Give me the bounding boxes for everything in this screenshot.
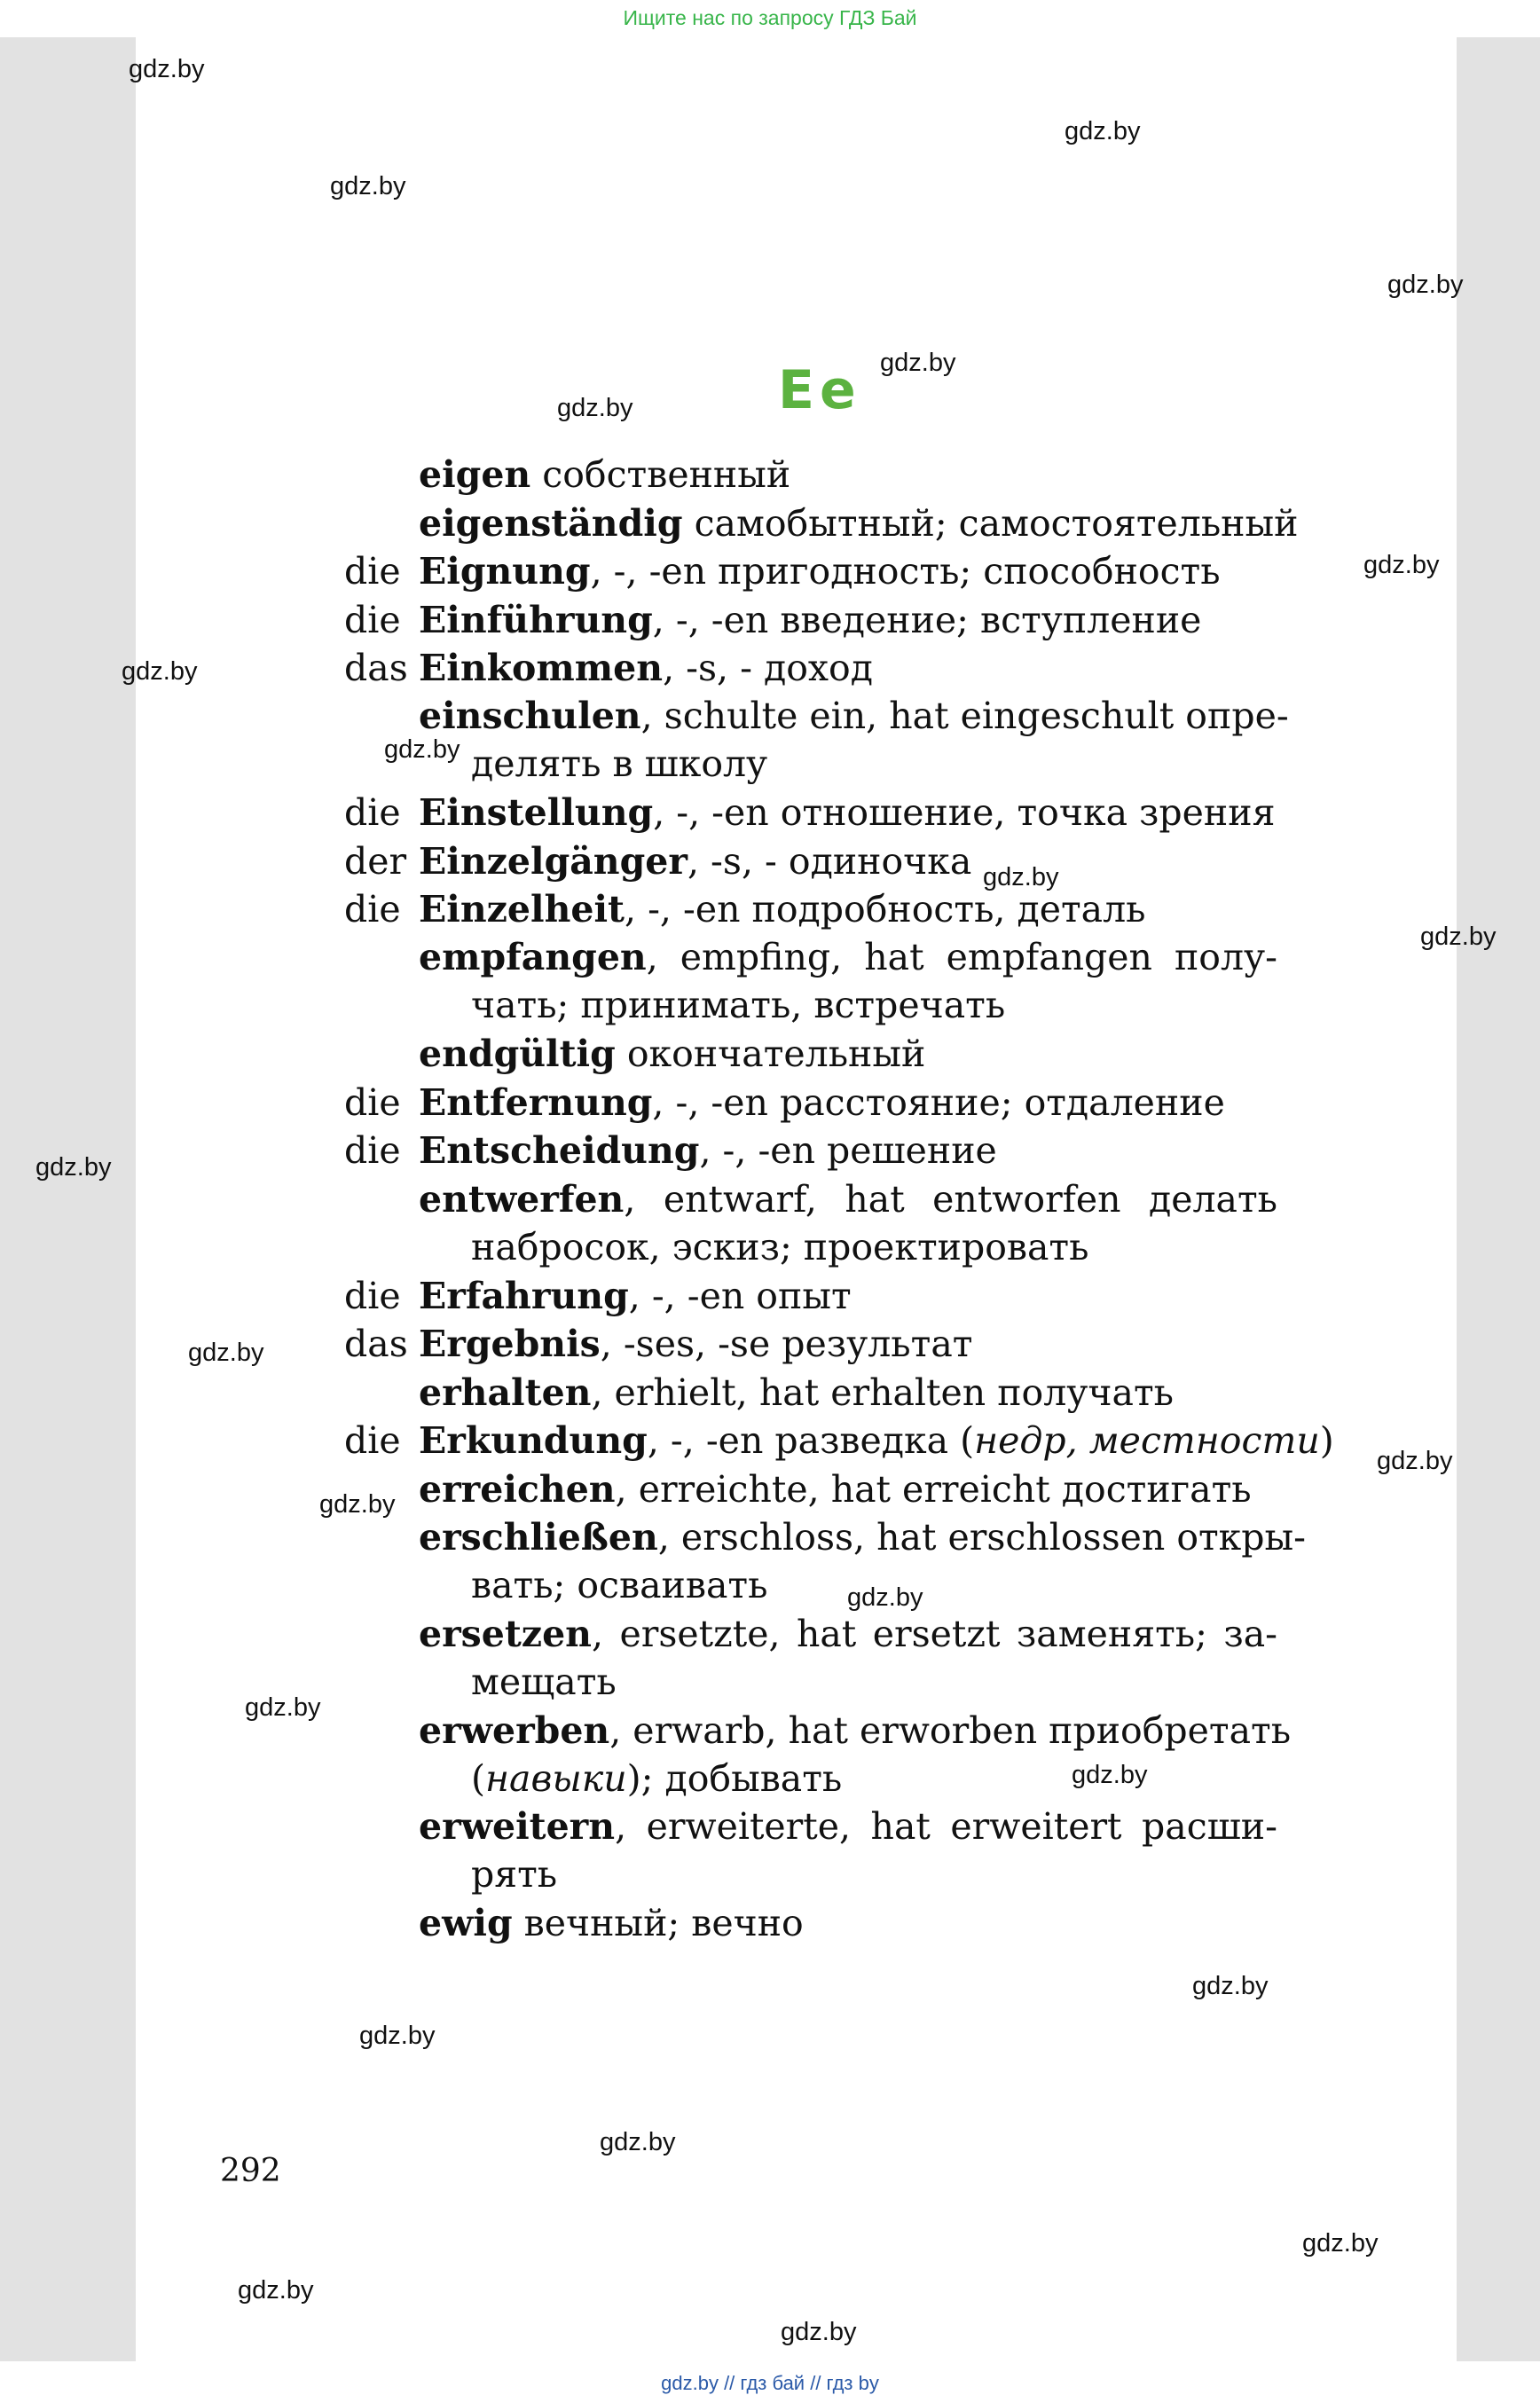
dictionary-entry bbox=[344, 789, 1285, 836]
watermark: gdz.by bbox=[319, 1490, 396, 1519]
watermark: gdz.by bbox=[188, 1339, 264, 1367]
entry-headword: Erfahrung bbox=[419, 1275, 629, 1317]
entry-definition: , erschloss, hat erschlossen откры- bbox=[657, 1516, 1307, 1559]
entry-headword: endgültig bbox=[419, 1033, 616, 1075]
page-number: 292 bbox=[220, 2153, 281, 2189]
entry-headword: erreichen bbox=[419, 1468, 616, 1511]
entry-definition: окончательный bbox=[615, 1033, 926, 1075]
entry-headword: Einkommen bbox=[419, 647, 664, 689]
entry-continuation bbox=[344, 740, 1285, 788]
entry-headword: erhalten bbox=[419, 1371, 592, 1414]
entry-continuation bbox=[344, 1658, 1285, 1706]
right-margin-strip bbox=[1457, 37, 1540, 2361]
entry-headword: Entscheidung bbox=[419, 1129, 700, 1172]
entry-article: die bbox=[344, 599, 401, 641]
watermark: gdz.by bbox=[1387, 271, 1464, 299]
entry-definition: вечный; вечно bbox=[512, 1902, 804, 1944]
dictionary-entry bbox=[344, 1320, 1285, 1368]
watermark: gdz.by bbox=[35, 1153, 112, 1182]
entry-definition: собственный bbox=[530, 453, 791, 496]
watermark: gdz.by bbox=[847, 1583, 923, 1612]
entry-continuation bbox=[344, 1561, 1285, 1609]
entry-headword: Erkundung bbox=[419, 1419, 648, 1462]
entry-continuation bbox=[344, 981, 1285, 1029]
dictionary-entry bbox=[344, 1899, 1285, 1947]
left-margin-strip bbox=[0, 37, 136, 2361]
entry-definition: , -ses, -se результат bbox=[600, 1323, 973, 1365]
dictionary-entry bbox=[344, 547, 1285, 595]
entry-continuation-text: набросок, эскиз; проектировать bbox=[471, 1226, 1089, 1268]
entry-headword: entwerfen bbox=[419, 1178, 625, 1221]
entry-article: das bbox=[344, 1323, 408, 1365]
entry-definition: самобытный; самостоятельный bbox=[682, 502, 1299, 545]
entry-continuation-prefix: ( bbox=[471, 1757, 485, 1800]
entry-continuation bbox=[344, 1223, 1285, 1271]
dictionary-entry bbox=[344, 1369, 1285, 1417]
entry-definition: , ersetzte, hat ersetzt заменять; за- bbox=[591, 1613, 1277, 1655]
entry-headword: Einzelgänger bbox=[419, 840, 688, 883]
entry-definition: , erreichte, hat erreicht достигать bbox=[615, 1468, 1252, 1511]
dictionary-entry bbox=[344, 1802, 1285, 1898]
watermark: gdz.by bbox=[1420, 923, 1497, 951]
dictionary-entry bbox=[344, 1030, 1285, 1078]
dictionary-entry bbox=[344, 1513, 1307, 1609]
entry-italic-note: недр, местности bbox=[974, 1419, 1320, 1462]
entry-definition: , -s, - доход bbox=[663, 647, 873, 689]
entry-continuation-text: рять bbox=[471, 1853, 558, 1896]
dictionary-entry bbox=[344, 1465, 1285, 1513]
dictionary-entry bbox=[344, 885, 1285, 933]
entry-headword: eigen bbox=[419, 453, 531, 496]
entry-definition: , erwarb, hat erworben приобретать bbox=[609, 1709, 1292, 1752]
dictionary-entry bbox=[344, 1610, 1285, 1706]
entry-headword: Ergebnis bbox=[419, 1323, 601, 1365]
entry-headword: ewig bbox=[419, 1902, 513, 1944]
entry-italic-note: навыки bbox=[485, 1757, 627, 1800]
entry-definition: , -, -en разведка ( bbox=[647, 1419, 975, 1462]
entry-headword: Eignung bbox=[419, 550, 591, 593]
dictionary-entry bbox=[344, 596, 1285, 644]
watermark: gdz.by bbox=[1065, 117, 1141, 145]
entry-headword: Entfernung bbox=[419, 1081, 653, 1124]
dictionary-entry bbox=[344, 499, 1299, 547]
entry-definition: , entwarf, hat entworfen делать bbox=[624, 1178, 1277, 1221]
entry-continuation-text: мещать bbox=[471, 1661, 617, 1703]
entry-headword: Einzelheit bbox=[419, 888, 625, 931]
watermark: gdz.by bbox=[122, 657, 198, 686]
entry-headword: erwerben bbox=[419, 1709, 610, 1752]
dictionary-entry bbox=[344, 644, 1285, 692]
entry-headword: eigenständig bbox=[419, 502, 683, 545]
entry-article: das bbox=[344, 647, 408, 689]
entry-headword: Einstellung bbox=[419, 791, 654, 834]
entry-article: die bbox=[344, 888, 401, 931]
watermark: gdz.by bbox=[880, 349, 956, 377]
entry-definition: , -, -en опыт bbox=[628, 1275, 852, 1317]
watermark: gdz.by bbox=[557, 394, 633, 422]
entry-headword: erweitern bbox=[419, 1805, 616, 1848]
entry-continuation-text: чать; принимать, встречать bbox=[471, 984, 1006, 1026]
entry-article: die bbox=[344, 1081, 401, 1124]
entry-continuation bbox=[344, 1850, 1285, 1898]
dictionary-entry bbox=[344, 692, 1289, 788]
watermark: gdz.by bbox=[330, 172, 406, 200]
watermark: gdz.by bbox=[384, 735, 460, 764]
top-banner[interactable]: Ищите нас по запросу ГДЗ Бай bbox=[623, 6, 917, 29]
watermark: gdz.by bbox=[129, 55, 205, 83]
entry-definition-end: ) bbox=[1319, 1419, 1334, 1462]
entry-definition: , -, -en подробность, деталь bbox=[625, 888, 1146, 931]
entry-continuation-text: вать; осваивать bbox=[471, 1564, 768, 1606]
dictionary-entry bbox=[344, 451, 1285, 499]
watermark: gdz.by bbox=[1377, 1447, 1453, 1475]
entry-article: die bbox=[344, 791, 401, 834]
entry-definition: , -, -en введение; вступление bbox=[652, 599, 1202, 641]
watermark: gdz.by bbox=[238, 2276, 314, 2305]
entry-definition: , -, -en решение bbox=[699, 1129, 997, 1172]
watermark: gdz.by bbox=[983, 863, 1059, 891]
watermark: gdz.by bbox=[1192, 1972, 1269, 2000]
entry-article: die bbox=[344, 1129, 401, 1172]
entry-definition: , -s, - одиночка bbox=[687, 840, 972, 883]
entry-headword: einschulen bbox=[419, 695, 641, 737]
dictionary-entry bbox=[344, 1417, 1334, 1465]
dictionary-entry bbox=[344, 1127, 1285, 1174]
dictionary-entry bbox=[344, 1079, 1285, 1127]
entry-headword: erschließen bbox=[419, 1516, 658, 1559]
watermark: gdz.by bbox=[600, 2128, 676, 2156]
entry-definition: , erhielt, hat erhalten получать bbox=[591, 1371, 1174, 1414]
letter-heading: Ee bbox=[778, 359, 861, 421]
entry-article: der bbox=[344, 840, 407, 883]
entry-definition: , erweiterte, hat erweitert расши- bbox=[615, 1805, 1277, 1848]
entry-definition: , -, -en отношение, точка зрения bbox=[653, 791, 1276, 834]
dictionary-entry bbox=[344, 1175, 1285, 1271]
watermark: gdz.by bbox=[359, 2022, 436, 2050]
entry-definition: , -, -en расстояние; отдаление bbox=[652, 1081, 1225, 1124]
dictionary-entry bbox=[344, 933, 1285, 1029]
dictionary-entry bbox=[344, 837, 1285, 885]
entry-continuation-text: делять в школу bbox=[471, 742, 768, 785]
watermark: gdz.by bbox=[245, 1693, 321, 1722]
entry-article: die bbox=[344, 1275, 401, 1317]
entry-article: die bbox=[344, 550, 401, 593]
watermark: gdz.by bbox=[1072, 1761, 1148, 1789]
entry-continuation-text: ); добывать bbox=[626, 1757, 843, 1800]
watermark: gdz.by bbox=[781, 2318, 857, 2346]
entry-headword: empfangen bbox=[419, 936, 647, 978]
watermark: gdz.by bbox=[1363, 551, 1440, 579]
bottom-banner[interactable]: gdz.by // гдз бай // гдз by bbox=[661, 2372, 879, 2394]
entry-headword: ersetzen bbox=[419, 1613, 592, 1655]
dictionary-entry bbox=[344, 1272, 1285, 1320]
entry-headword: Einführung bbox=[419, 599, 653, 641]
entry-article: die bbox=[344, 1419, 401, 1462]
entry-definition: , empfing, hat empfangen полу- bbox=[646, 936, 1277, 978]
entry-definition: , schulte ein, hat eingeschult опре- bbox=[640, 695, 1289, 737]
watermark: gdz.by bbox=[1302, 2229, 1379, 2258]
entry-definition: , -, -en пригодность; способность bbox=[590, 550, 1221, 593]
